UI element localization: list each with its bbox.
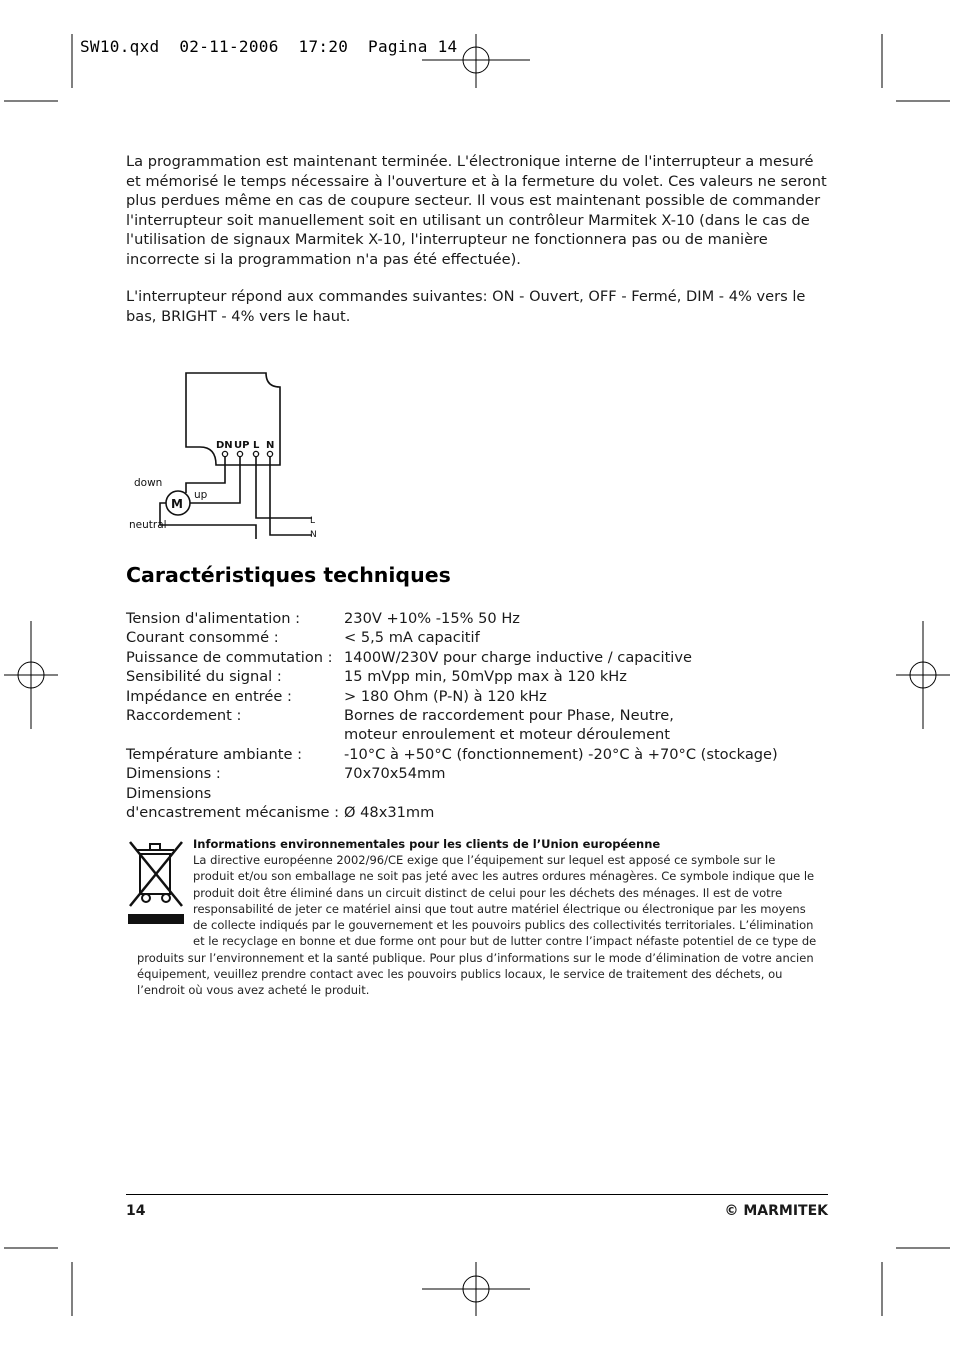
terminal-label-up: UP — [234, 440, 250, 451]
spec-row — [126, 648, 778, 667]
spec-value: < 5,5 mA capacitif — [344, 629, 480, 647]
specs-heading: Caractéristiques techniques — [126, 563, 451, 587]
file-slug: SW10.qxd 02-11-2006 17:20 Pagina 14 — [80, 37, 458, 56]
spec-row — [126, 725, 778, 744]
specs-table — [126, 609, 778, 822]
spec-label: Température ambiante : — [126, 745, 303, 763]
intro-paragraph-1: La programmation est maintenant terminée. L'électronique interne de l'interrupteur a mesuré et mémorisé le temps nécessaire à l'ouverture et à la fermeture du volet. Ces valeurs ne seront plus perdues même en cas de coupure secteur. Il vous est maintenant possible de commander l'interrupteur soit manuellement soit en utilisant un contrôleur Marmitek X-10 (dans le cas de l'utilisation de signaux Marmitek X-10, l'interrupteur ne fonctionnera pas ou de manière incorrecte si la programmation n'a pas été effectuée). — [126, 153, 827, 268]
intro-paragraph-2: L'interrupteur répond aux commandes suivantes: ON - Ouvert, OFF - Fermé, DIM - 4% vers le bas, BRIGHT - 4% vers le haut. — [126, 288, 806, 325]
spec-label: Raccordement : — [126, 707, 242, 725]
wiring-diagram — [120, 365, 340, 545]
spec-row — [126, 803, 778, 822]
terminal-up — [237, 451, 242, 456]
terminal-l — [253, 451, 258, 456]
spec-row — [126, 628, 778, 647]
line-label-n: N — [310, 530, 317, 540]
footer-rule — [126, 1194, 828, 1195]
spec-label: Impédance en entrée : — [126, 687, 292, 705]
spec-label: Sensibilité du signal : — [126, 668, 282, 686]
spec-value: 1400W/230V pour charge inductive / capacitive — [344, 648, 692, 666]
spec-row — [126, 687, 778, 706]
spec-value: 230V +10% -15% 50 Hz — [344, 610, 520, 627]
label-down: down — [134, 477, 163, 489]
line-label-l: L — [310, 516, 316, 526]
terminal-n — [267, 451, 272, 456]
spec-row — [126, 764, 778, 783]
spec-value — [344, 784, 778, 803]
spec-row — [126, 609, 778, 628]
spec-label — [126, 725, 344, 744]
spec-row — [126, 784, 778, 803]
spec-label: d'encastrement mécanisme : — [126, 804, 340, 822]
spec-label: Dimensions — [126, 784, 212, 802]
spec-label: Courant consommé : — [126, 629, 279, 647]
page-number: 14 — [126, 1203, 146, 1219]
spec-row — [126, 706, 778, 725]
spec-value: > 180 Ohm (P-N) à 120 kHz — [344, 687, 547, 705]
terminal-label-n: N — [266, 440, 275, 451]
spec-value: Bornes de raccordement pour Phase, Neutre, — [344, 707, 674, 725]
spec-row — [126, 745, 778, 764]
env-title: Informations environnementales pour les clients de l’Union européenne — [193, 837, 661, 851]
spec-label: Puissance de commutation : — [126, 648, 333, 666]
spec-value: 15 mVpp min, 50mVpp max à 120 kHz — [344, 668, 627, 686]
env-text — [137, 852, 817, 999]
spec-label: Dimensions : — [126, 765, 221, 783]
spec-value: moteur enroulement et moteur déroulement — [344, 726, 671, 744]
motor-label: M — [171, 497, 183, 511]
env-body: La directive européenne 2002/96/CE exige que l’équipement sur lequel est apposé ce symbole sur le produit et/ou son emballage ne soit pas jeté avec les autres ordures ménagères. Ce symbole indique que le produit doit être éliminé dans un circuit distinct de celui pour les déchets des ménages. Il est de votre responsabilité de jeter ce matériel ainsi que tout autre matériel électrique ou électronique par les moyens de collecte indiqués par le gouvernement et les pouvoirs publics des collectivités territoriales. L’élimination et le recyclage en bonne et due forme ont pour but de lutter contre l’impact néfaste potentiel de ce type de produits sur l’environnement et la santé publique. Pour plus d’informations sur le mode d’élimination de votre ancien équipement, veuillez prendre contact avec les pouvoirs publics locaux, le service de traitement des déchets, ou l’endroit où vous avez acheté le produit. — [137, 853, 817, 998]
spec-value: Ø 48x31mm — [344, 804, 435, 822]
brand-copyright: © MARMITEK — [724, 1203, 828, 1219]
spec-value: 70x70x54mm — [344, 765, 446, 783]
terminal-label-dn: DN — [216, 440, 233, 451]
spec-label: Tension d'alimentation : — [126, 610, 301, 627]
terminal-dn — [222, 451, 227, 456]
spec-row — [126, 667, 778, 686]
spec-value: -10°C à +50°C (fonctionnement) -20°C à +70°C (stockage) — [344, 745, 778, 763]
terminal-label-l: L — [253, 440, 260, 451]
label-neutral: neutral — [129, 519, 167, 531]
label-up: up — [194, 489, 208, 501]
